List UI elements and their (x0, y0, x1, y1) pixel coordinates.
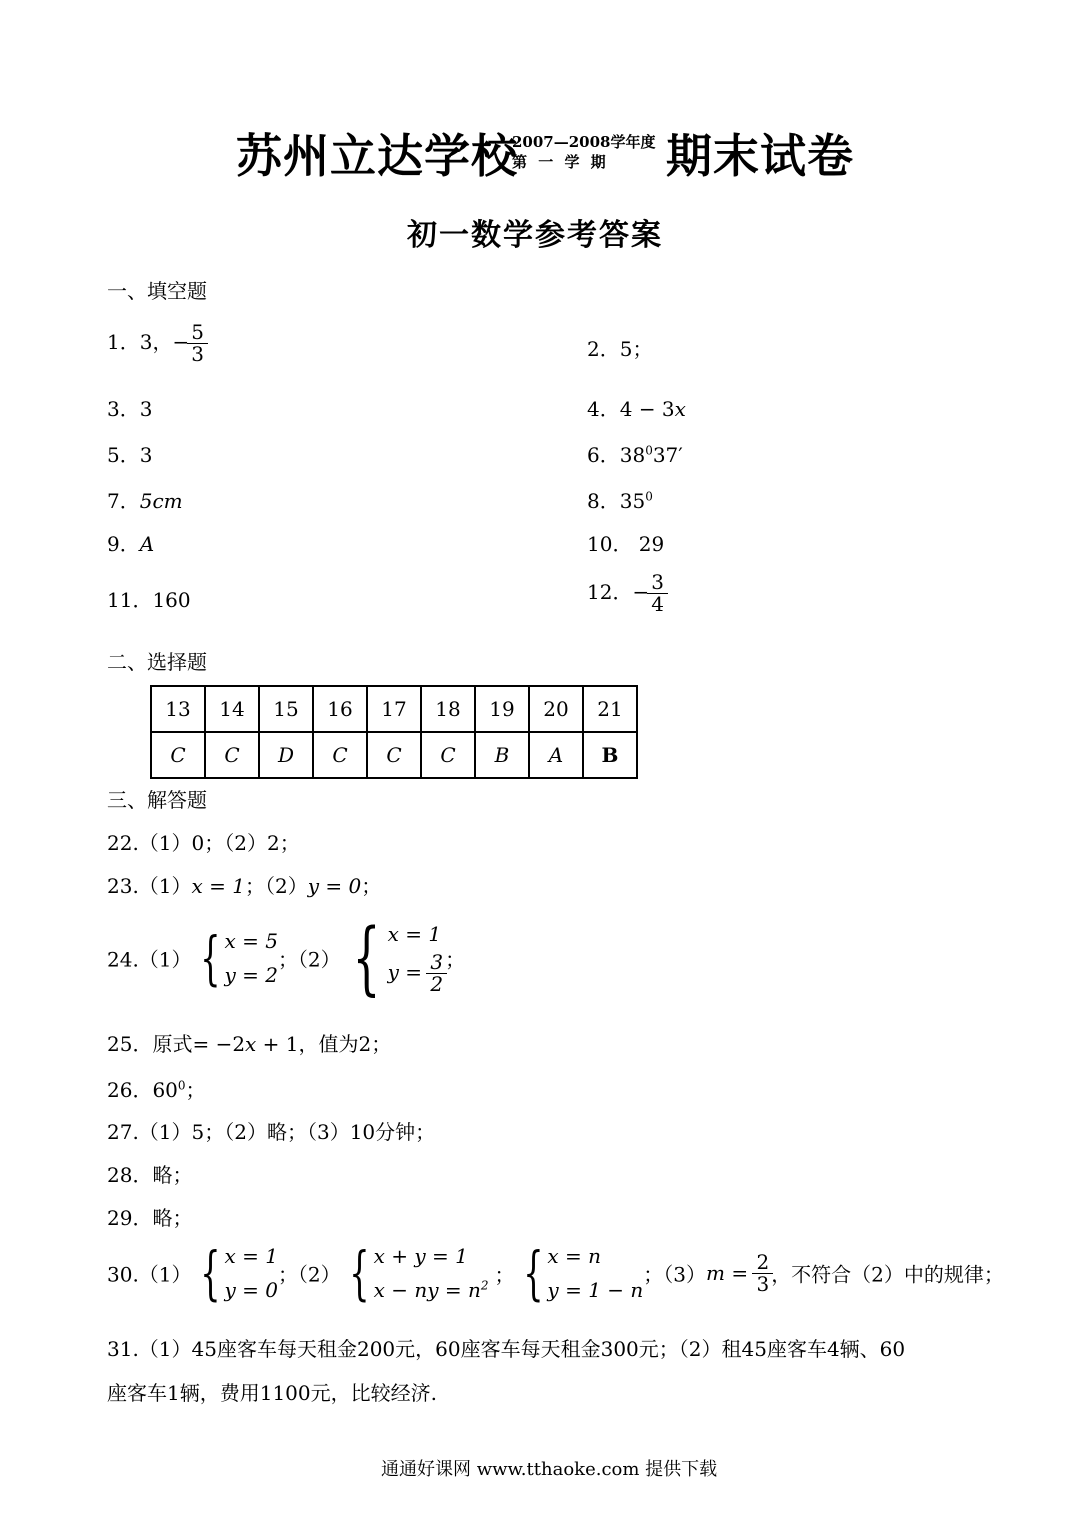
q8-answer: 35 (619, 489, 646, 513)
solve-q24 (107, 911, 466, 1004)
table-cell: B (583, 732, 637, 778)
q24-system2 (388, 922, 446, 995)
brace-icon: { (199, 1239, 221, 1307)
q7-number: 7． (107, 489, 140, 513)
solve-q28: 28．略； (107, 1163, 193, 1187)
q8-number: 8． (587, 489, 620, 513)
q4-variable: x (674, 397, 686, 421)
q25-part1: 25．原式= −2 (107, 1032, 246, 1056)
q30-eq4: x − ny = n (373, 1278, 481, 1302)
q12-fraction (649, 572, 666, 615)
q6-number: 6． (587, 443, 620, 467)
q24-eq1: x = 5 (224, 929, 278, 953)
table-cell: 17 (367, 686, 421, 732)
q30-fraction (754, 1249, 771, 1296)
q1-sign: − (172, 330, 190, 354)
title-year: 2007—2008学年度 (512, 133, 656, 151)
fill-q3: 3．3 (107, 397, 153, 421)
q7-answer: 5cm (139, 489, 183, 513)
brace-icon: { (522, 1239, 544, 1307)
section-fill-heading: 一、填空题 (107, 279, 207, 303)
title-school: 苏州立达学校 (236, 129, 518, 183)
q25-part2: + 1，值为2； (256, 1032, 392, 1056)
solve-q30 (107, 1239, 1004, 1307)
q4-answer: 4 − 3 (619, 397, 675, 421)
table-cell: 19 (475, 686, 529, 732)
q23-answer2: y = 0 (307, 874, 362, 898)
solve-q27: 27.（1）5；（2）略；（3）10分钟； (107, 1120, 436, 1144)
brace-icon: { (348, 1239, 370, 1307)
q23-part1: 23.（1） (107, 874, 192, 898)
fill-q6 (587, 439, 683, 468)
q23-part2: ；（2） (245, 874, 308, 898)
solve-q31-line1: 31.（1）45座客车每天租金200元，60座客车每天租金300元；（2）租45座客车4辆、60 (107, 1337, 906, 1361)
q30-system3 (547, 1244, 643, 1302)
solve-q23 (107, 870, 381, 899)
fill-q10: 10． 29 (587, 532, 665, 556)
table-cell: C (421, 732, 475, 778)
table-cell: C (313, 732, 367, 778)
q30-eq2: y = 0 (224, 1278, 278, 1302)
q12-sign: − (632, 580, 650, 604)
footer-source: 通通好课网 www.tthaoke.com 提供下载 (381, 1459, 718, 1480)
brace-icon: { (199, 924, 221, 992)
q30-system2 (374, 1244, 489, 1302)
solve-q25 (107, 1028, 391, 1057)
q30-part3: ；（3） (643, 1262, 707, 1287)
fill-q11: 11．160 (107, 588, 191, 612)
fill-q9 (107, 528, 154, 557)
q30-system1 (224, 1244, 278, 1302)
table-row-numbers (151, 686, 637, 732)
q12-denominator: 4 (651, 592, 664, 616)
q30-eq1: x = 1 (224, 1244, 278, 1268)
table-cell: 18 (421, 686, 475, 732)
solve-q26 (107, 1074, 206, 1103)
table-cell: 13 (151, 686, 205, 732)
q24-denominator: 2 (430, 971, 444, 996)
solve-q22: 22.（1）0；（2）2； (107, 831, 300, 855)
choice-answer-table (150, 685, 638, 779)
table-cell: C (151, 732, 205, 778)
table-cell: 16 (313, 686, 367, 732)
q30-eq5: x = n (547, 1244, 602, 1268)
q1-denominator: 3 (191, 342, 204, 366)
q26-answer: 26．60 (107, 1078, 178, 1102)
q23-end: ； (361, 874, 382, 898)
brace-icon: { (352, 911, 381, 1004)
q26-end: ； (185, 1078, 206, 1102)
title-exam: 期末试卷 (666, 129, 854, 183)
fill-q2: 2．5； (587, 337, 653, 361)
table-cell: C (205, 732, 259, 778)
q30-eq3: x + y = 1 (373, 1244, 468, 1268)
q30-part2: ；（2） (277, 1262, 341, 1287)
q6-minutes: 37′ (652, 443, 683, 467)
q30-m-label: m = (706, 1261, 755, 1285)
table-cell: D (259, 732, 313, 778)
table-cell: 14 (205, 686, 259, 732)
q30-exponent: 2 (480, 1278, 489, 1293)
q26-degree-mark: 0 (177, 1078, 186, 1093)
fill-q12 (587, 572, 666, 615)
q24-end: ； (445, 947, 466, 972)
q24-fraction (428, 949, 445, 996)
title-semester: 第 一 学 期 (512, 153, 609, 171)
q12-number: 12． (587, 580, 633, 604)
table-cell: 20 (529, 686, 583, 732)
fill-q7 (107, 485, 183, 514)
q30-eq6: y = 1 − n (547, 1278, 644, 1302)
q8-degree-mark: 0 (645, 489, 653, 504)
q24-system1 (224, 929, 278, 987)
table-row-answers (151, 732, 637, 778)
q30-sep: ； (494, 1262, 515, 1287)
fill-q1 (107, 322, 206, 365)
q1-number: 1． (107, 330, 140, 354)
q25-variable: x (245, 1032, 257, 1056)
q24-eq2: y = 2 (224, 963, 278, 987)
q30-end: ，不符合（2）中的规律； (771, 1262, 1004, 1287)
q23-answer1: x = 1 (191, 874, 246, 898)
table-cell: 15 (259, 686, 313, 732)
solve-q31-line2: 座客车1辆，费用1100元，比较经济. (107, 1381, 437, 1405)
q1-fraction (189, 322, 206, 365)
q1-answer-a: 3， (139, 330, 173, 354)
section-solve-heading: 三、解答题 (107, 788, 207, 812)
q6-degrees: 38 (619, 443, 646, 467)
q12-numerator: 3 (651, 570, 664, 594)
fill-q5: 5．3 (107, 443, 153, 467)
q30-part1: 30.（1） (107, 1262, 192, 1287)
table-cell: C (367, 732, 421, 778)
q24-eq4: y = (387, 959, 429, 984)
section-choice-heading: 二、选择题 (107, 650, 207, 674)
q6-degree-mark: 0 (645, 443, 653, 458)
q1-numerator: 5 (191, 320, 204, 344)
q24-part1: 24.（1） (107, 947, 192, 972)
subtitle: 初一数学参考答案 (407, 218, 663, 253)
table-cell: B (475, 732, 529, 778)
q24-part2: ；（2） (277, 947, 341, 972)
fill-q8 (587, 485, 653, 514)
q9-answer: A (139, 532, 155, 556)
table-cell: A (529, 732, 583, 778)
solve-q29: 29．略； (107, 1206, 193, 1230)
fill-q4 (587, 393, 686, 422)
q24-numerator: 3 (430, 949, 444, 974)
q9-number: 9． (107, 532, 140, 556)
q30-denominator: 3 (756, 1271, 770, 1296)
table-cell: 21 (583, 686, 637, 732)
q24-eq3: x = 1 (387, 921, 442, 946)
q30-numerator: 2 (756, 1249, 770, 1274)
q4-number: 4． (587, 397, 620, 421)
